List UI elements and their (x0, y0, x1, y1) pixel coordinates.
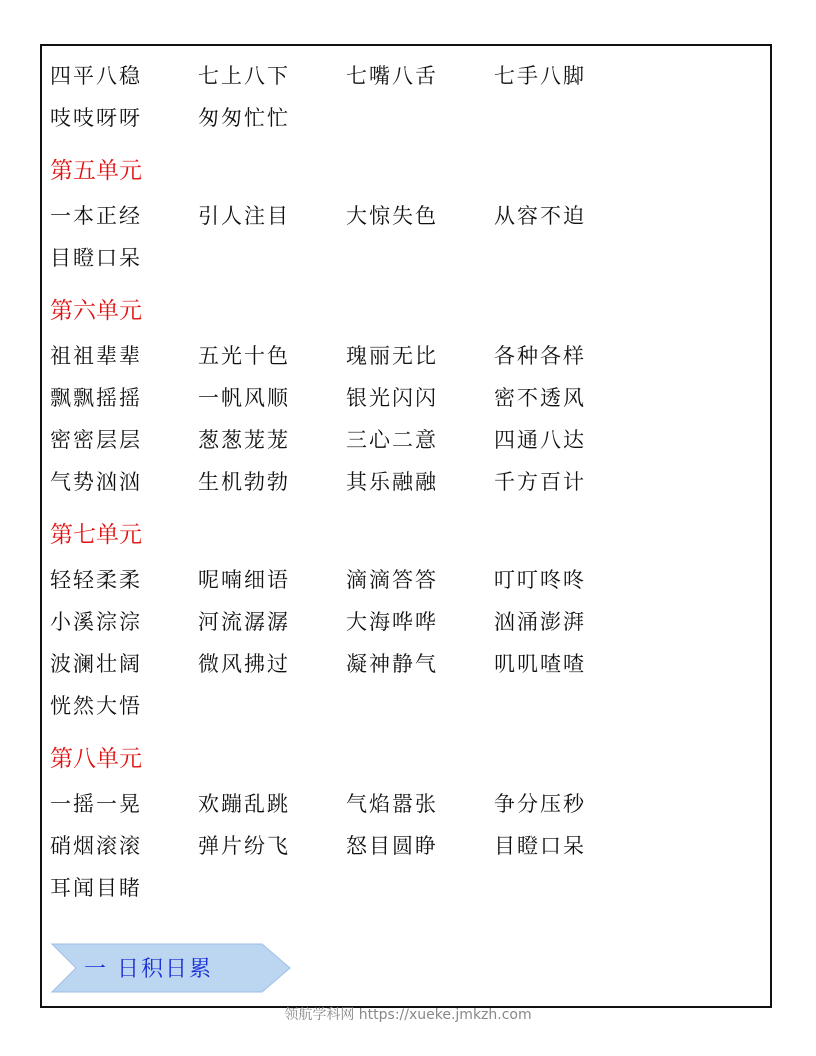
idiom-cell: 叽叽喳喳 (494, 652, 586, 676)
idiom-cell: 七上八下 (198, 64, 290, 88)
idiom-cell: 汹涌澎湃 (494, 610, 586, 634)
idiom-cell: 耳闻目睹 (50, 876, 142, 900)
idiom-cell: 滴滴答答 (346, 568, 438, 592)
idiom-cell: 气势汹汹 (50, 470, 142, 494)
idiom-cell: 吱吱呀呀 (50, 106, 142, 130)
idiom-cell: 生机勃勃 (198, 470, 290, 494)
idiom-row (50, 782, 762, 824)
idiom-row (50, 418, 762, 460)
unit-title: 第七单元 (50, 521, 142, 548)
idiom-row (50, 600, 762, 642)
idiom-row (50, 558, 762, 600)
idiom-row (50, 334, 762, 376)
idiom-cell: 一摇一晃 (50, 792, 142, 816)
idiom-cell: 轻轻柔柔 (50, 568, 142, 592)
idiom-cell: 叮叮咚咚 (494, 568, 586, 592)
idiom-row (50, 96, 762, 138)
idiom-cell: 目瞪口呆 (50, 246, 142, 270)
banner-title: 一 日积日累 (84, 957, 213, 982)
idiom-cell: 从容不迫 (494, 204, 586, 228)
idiom-row (50, 460, 762, 502)
idiom-cell: 凝神静气 (346, 652, 438, 676)
idiom-cell: 五光十色 (198, 344, 290, 368)
section-banner (50, 942, 292, 994)
idiom-cell: 波澜壮阔 (50, 652, 142, 676)
idiom-cell: 三心二意 (346, 428, 438, 452)
idiom-cell: 千方百计 (494, 470, 586, 494)
idiom-row (50, 824, 762, 866)
idiom-cell: 七手八脚 (494, 64, 586, 88)
idiom-cell: 葱葱茏茏 (198, 428, 290, 452)
idiom-cell: 其乐融融 (346, 470, 438, 494)
idiom-cell: 七嘴八舌 (346, 64, 438, 88)
idiom-cell: 怒目圆睁 (346, 834, 438, 858)
idiom-row (50, 376, 762, 418)
idiom-cell: 河流潺潺 (198, 610, 290, 634)
idiom-cell: 祖祖辈辈 (50, 344, 142, 368)
idiom-cell: 密密层层 (50, 428, 142, 452)
idiom-cell: 气焰嚣张 (346, 792, 438, 816)
unit-title: 第六单元 (50, 297, 142, 324)
idiom-cell: 微风拂过 (198, 652, 290, 676)
idiom-cell: 飘飘摇摇 (50, 386, 142, 410)
unit-title: 第五单元 (50, 157, 142, 184)
idiom-cell: 目瞪口呆 (494, 834, 586, 858)
idiom-cell: 匆匆忙忙 (198, 106, 290, 130)
idiom-cell: 呢喃细语 (198, 568, 290, 592)
idiom-cell: 瑰丽无比 (346, 344, 438, 368)
idiom-cell: 银光闪闪 (346, 386, 438, 410)
idiom-cell: 密不透风 (494, 386, 586, 410)
page-frame (40, 44, 772, 1008)
idiom-row (50, 684, 762, 726)
footer-watermark: 领航学科网 https://xueke.jmkzh.com (284, 1007, 532, 1023)
idiom-cell: 欢蹦乱跳 (198, 792, 290, 816)
idiom-row (50, 866, 762, 908)
idiom-cell: 一帆风顺 (198, 386, 290, 410)
idiom-cell: 四通八达 (494, 428, 586, 452)
idiom-cell: 硝烟滚滚 (50, 834, 142, 858)
idiom-cell: 一本正经 (50, 204, 142, 228)
idiom-cell: 恍然大悟 (50, 694, 142, 718)
idiom-row (50, 236, 762, 278)
unit-title: 第八单元 (50, 745, 142, 772)
idiom-list (50, 54, 762, 908)
idiom-cell: 弹片纷飞 (198, 834, 290, 858)
idiom-cell: 争分压秒 (494, 792, 586, 816)
idiom-cell: 引人注目 (198, 204, 290, 228)
idiom-cell: 各种各样 (494, 344, 586, 368)
idiom-row (50, 642, 762, 684)
idiom-row (50, 194, 762, 236)
idiom-cell: 四平八稳 (50, 64, 142, 88)
idiom-cell: 大惊失色 (346, 204, 438, 228)
idiom-row (50, 54, 762, 96)
idiom-cell: 小溪淙淙 (50, 610, 142, 634)
idiom-cell: 大海哗哗 (346, 610, 438, 634)
